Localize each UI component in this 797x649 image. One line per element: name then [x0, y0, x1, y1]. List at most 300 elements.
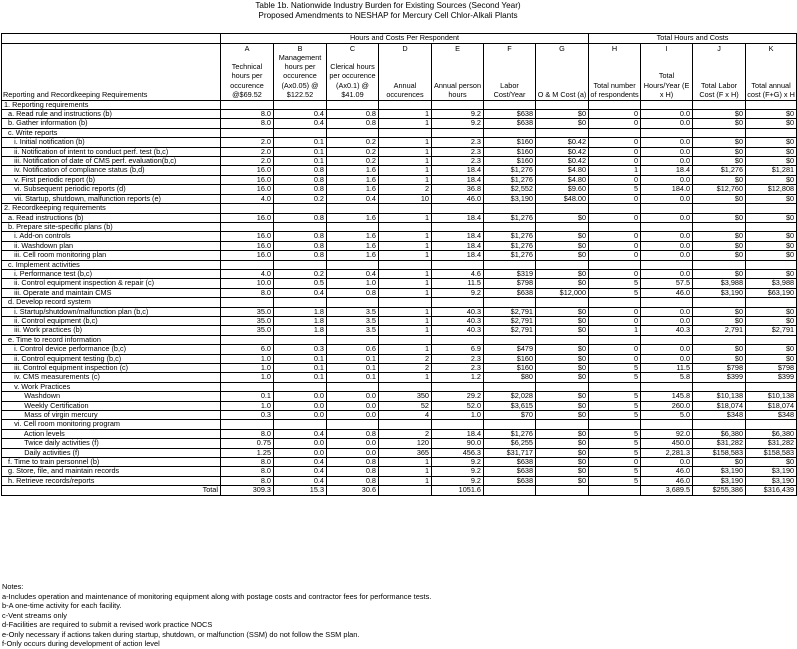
table-cell: 0	[589, 316, 641, 325]
table-cell	[589, 420, 641, 429]
table-cell: $0	[746, 175, 797, 184]
table-cell: 0	[589, 213, 641, 222]
table-cell: 18.4	[432, 213, 484, 222]
table-cell	[221, 420, 274, 429]
table-cell: 1	[379, 307, 432, 316]
table-cell: 0.8	[274, 232, 327, 241]
table-cell: 0.8	[327, 110, 379, 119]
table-cell: $1,276	[484, 241, 536, 250]
row-label: i. Initial notification (b)	[2, 138, 221, 147]
table-cell: 0.0	[641, 354, 693, 363]
table-cell: 2	[379, 354, 432, 363]
row-label: g. Store, file, and maintain records	[2, 467, 221, 476]
table-cell: $2,028	[484, 392, 536, 401]
table-cell	[484, 298, 536, 307]
table-cell	[746, 204, 797, 213]
row-label: ii. Washdown plan	[2, 241, 221, 250]
table-cell: 0.8	[327, 119, 379, 128]
table-cell: 1	[379, 147, 432, 156]
table-cell: $0	[536, 110, 589, 119]
table-cell: 1	[379, 316, 432, 325]
table-cell: 0.1	[274, 354, 327, 363]
table-cell	[327, 204, 379, 213]
table-cell: $0	[746, 354, 797, 363]
table-cell: 40.3	[432, 307, 484, 316]
table-title: Table 1b. Nationwide Industry Burden for Existing Sources (Second Year)	[255, 1, 521, 10]
table-row	[2, 448, 797, 457]
table-cell	[274, 204, 327, 213]
table-row	[2, 298, 797, 307]
table-cell: 8.0	[221, 288, 274, 297]
table-row	[2, 251, 797, 260]
table-cell: $10,138	[693, 392, 746, 401]
table-cell: 0	[589, 147, 641, 156]
table-cell: $0	[693, 307, 746, 316]
table-cell: $0	[746, 458, 797, 467]
table-cell: 3.5	[327, 307, 379, 316]
table-cell: 0.8	[327, 288, 379, 297]
table-cell	[693, 298, 746, 307]
table-cell	[432, 298, 484, 307]
table-cell: $0	[746, 110, 797, 119]
table-row	[2, 213, 797, 222]
table-cell: 0.8	[327, 429, 379, 438]
table-cell: $0	[693, 354, 746, 363]
table-cell: $0	[536, 411, 589, 420]
table-cell	[379, 128, 432, 137]
table-cell: 1	[379, 110, 432, 119]
table-cell: 0.0	[641, 307, 693, 316]
table-row	[2, 128, 797, 137]
table-cell: 0.0	[327, 401, 379, 410]
table-cell: 0	[589, 345, 641, 354]
table-cell: $4.80	[536, 175, 589, 184]
table-cell	[693, 420, 746, 429]
table-cell: 0.1	[274, 373, 327, 382]
group-header-per-respondent: Hours and Costs Per Respondent	[221, 34, 589, 44]
group-header-total: Total Hours and Costs	[589, 34, 797, 44]
table-cell: $0	[536, 213, 589, 222]
table-cell: 0	[589, 194, 641, 203]
table-cell	[432, 204, 484, 213]
table-cell: 0.0	[641, 213, 693, 222]
table-cell: $638	[484, 458, 536, 467]
table-cell: $3,190	[746, 476, 797, 485]
table-cell: 5	[589, 448, 641, 457]
table-cell: 1.6	[327, 185, 379, 194]
table-cell: 5.8	[641, 373, 693, 382]
table-cell: $0	[746, 251, 797, 260]
note-item: b-A one-time activity for each facility.	[2, 601, 122, 610]
notes	[2, 582, 431, 649]
row-label: iii. Control equipment inspection (c)	[2, 364, 221, 373]
note-item: f-Only occurs during development of action level	[2, 639, 160, 648]
table-cell: 5	[589, 392, 641, 401]
table-cell: 0.3	[274, 345, 327, 354]
table-cell: $0.42	[536, 157, 589, 166]
table-cell: $319	[484, 269, 536, 278]
table-cell	[274, 298, 327, 307]
table-cell	[589, 128, 641, 137]
row-label: h. Retrieve records/reports	[2, 476, 221, 485]
table-cell: $0	[746, 157, 797, 166]
table-cell: $18,074	[693, 401, 746, 410]
table-cell: 8.0	[221, 467, 274, 476]
table-cell: $12,000	[536, 288, 589, 297]
table-cell: $0	[536, 439, 589, 448]
table-cell: 1.0	[221, 354, 274, 363]
row-label: iv. CMS measurements (c)	[2, 373, 221, 382]
table-cell: 0.8	[274, 213, 327, 222]
table-cell: 1.0	[221, 373, 274, 382]
table-cell: 9.2	[432, 288, 484, 297]
table-cell: 1.6	[327, 251, 379, 260]
row-label: i. Startup/shutdown/malfunction plan (b,c)	[2, 307, 221, 316]
table-cell: 0.8	[274, 166, 327, 175]
table-row	[2, 185, 797, 194]
table-cell: $12,808	[746, 185, 797, 194]
table-cell: 18.4	[641, 166, 693, 175]
table-cell: 52.0	[432, 401, 484, 410]
table-cell: 29.2	[432, 392, 484, 401]
table-cell: 1	[379, 251, 432, 260]
table-cell: 184.0	[641, 185, 693, 194]
table-cell: $3,615	[484, 401, 536, 410]
table-cell	[693, 204, 746, 213]
table-cell	[484, 204, 536, 213]
table-cell: 0.1	[327, 354, 379, 363]
table-cell: 0.0	[641, 316, 693, 325]
table-cell	[484, 420, 536, 429]
table-cell: $31,282	[693, 439, 746, 448]
row-label: ii. Notification of intent to conduct perf. test (b,c)	[2, 147, 221, 156]
table-cell: $1,276	[484, 429, 536, 438]
table-cell: 6.0	[221, 345, 274, 354]
table-row	[2, 288, 797, 297]
notes-heading: Notes:	[2, 582, 24, 591]
table-cell: 0	[589, 110, 641, 119]
table-cell: 1	[589, 326, 641, 335]
table-cell: 0.0	[274, 439, 327, 448]
table-cell: 92.0	[641, 429, 693, 438]
table-cell	[746, 298, 797, 307]
table-cell: 0.1	[221, 392, 274, 401]
table-cell: $0	[536, 316, 589, 325]
table-cell: $3,190	[693, 467, 746, 476]
row-label: 2. Recordkeeping requirements	[2, 204, 221, 213]
table-cell: 0.1	[274, 364, 327, 373]
table-cell: $0	[746, 241, 797, 250]
table-cell: 18.4	[432, 429, 484, 438]
total-cell	[589, 486, 641, 495]
table-cell: $638	[484, 476, 536, 485]
table-cell: 0.4	[274, 467, 327, 476]
table-cell: $0	[536, 232, 589, 241]
table-cell: $10,138	[746, 392, 797, 401]
table-cell: 0.0	[327, 439, 379, 448]
row-label: ii. Control equipment testing (b,c)	[2, 354, 221, 363]
total-cell: 30.6	[327, 486, 379, 495]
table-cell: 18.4	[432, 175, 484, 184]
table-cell	[589, 204, 641, 213]
column-header: Total annual cost (F+G) x H	[746, 53, 797, 101]
table-cell: $798	[484, 279, 536, 288]
table-cell: $638	[484, 119, 536, 128]
column-letter: E	[432, 43, 484, 53]
table-cell: $0	[693, 251, 746, 260]
table-cell: 52	[379, 401, 432, 410]
table-cell: 0.3	[221, 411, 274, 420]
table-cell: 2.3	[432, 157, 484, 166]
table-cell: 2,281.3	[641, 448, 693, 457]
table-cell	[641, 204, 693, 213]
table-cell: 0.0	[641, 110, 693, 119]
table-cell: $0	[536, 119, 589, 128]
table-cell: 9.2	[432, 467, 484, 476]
column-letter-row	[2, 43, 797, 53]
table-cell: $0	[536, 354, 589, 363]
row-label: iv. Notification of compliance status (b,d)	[2, 166, 221, 175]
table-cell: $3,190	[693, 476, 746, 485]
table-row	[2, 194, 797, 203]
table-cell: 1	[379, 279, 432, 288]
table-cell: 260.0	[641, 401, 693, 410]
row-label: iii. Notification of date of CMS perf. evaluation(b,c)	[2, 157, 221, 166]
table-cell: 0.8	[274, 251, 327, 260]
table-cell: 1	[379, 458, 432, 467]
total-row	[2, 486, 797, 495]
table-cell: $18,074	[746, 401, 797, 410]
table-cell: $6,380	[693, 429, 746, 438]
table-cell: $0	[693, 458, 746, 467]
table-cell: 1	[379, 373, 432, 382]
table-cell: 0.0	[327, 392, 379, 401]
total-cell: 309.3	[221, 486, 274, 495]
table-cell: 365	[379, 448, 432, 457]
table-cell: 16.0	[221, 213, 274, 222]
table-cell: $348	[746, 411, 797, 420]
table-cell: 1.6	[327, 166, 379, 175]
table-cell: 0.4	[274, 110, 327, 119]
table-row	[2, 119, 797, 128]
table-cell: 5	[589, 185, 641, 194]
table-cell: $2,791	[484, 316, 536, 325]
table-cell: $0	[746, 213, 797, 222]
column-letter: H	[589, 43, 641, 53]
table-cell: 1	[379, 166, 432, 175]
table-cell: $0	[746, 307, 797, 316]
table-cell	[432, 420, 484, 429]
table-cell	[379, 260, 432, 269]
table-row	[2, 411, 797, 420]
table-cell: 10	[379, 194, 432, 203]
column-header: Reporting and Recordkeeping Requirements	[2, 53, 221, 101]
table-cell: 0.4	[274, 458, 327, 467]
table-cell: 16.0	[221, 185, 274, 194]
table-cell: $0.42	[536, 138, 589, 147]
table-cell: 1.0	[327, 279, 379, 288]
table-cell: 40.3	[432, 326, 484, 335]
table-cell: 35.0	[221, 307, 274, 316]
table-cell	[379, 298, 432, 307]
table-cell: 456.3	[432, 448, 484, 457]
table-cell: $0	[746, 316, 797, 325]
table-cell: 1	[589, 166, 641, 175]
table-cell: $638	[484, 467, 536, 476]
table-cell: 0	[589, 251, 641, 260]
table-row	[2, 373, 797, 382]
table-cell: 5	[589, 467, 641, 476]
group-header-blank	[2, 34, 221, 44]
table-cell: $348	[693, 411, 746, 420]
note-item: d-Facilities are required to submit a revised work practice NOCS	[2, 620, 213, 629]
row-label: f. Time to train personnel (b)	[2, 458, 221, 467]
table-cell: 1.8	[274, 326, 327, 335]
table-cell: 57.5	[641, 279, 693, 288]
table-cell	[536, 298, 589, 307]
table-cell: 46.0	[432, 194, 484, 203]
table-cell	[327, 298, 379, 307]
table-cell: 46.0	[641, 467, 693, 476]
table-cell: $1,276	[484, 251, 536, 260]
table-cell: 0.2	[274, 194, 327, 203]
table-cell: $3,190	[484, 194, 536, 203]
row-label: Twice daily activities (f)	[2, 439, 221, 448]
column-header: Management hours per occurence (Ax0.05) @ $122.52	[274, 53, 327, 101]
table-cell: $31,282	[746, 439, 797, 448]
table-cell: 0	[589, 354, 641, 363]
table-cell: $0	[536, 326, 589, 335]
table-cell	[379, 100, 432, 109]
row-label: ii. Control equipment inspection & repair (c)	[2, 279, 221, 288]
table-cell: 0	[589, 241, 641, 250]
table-cell: 11.5	[641, 364, 693, 373]
table-cell: 145.8	[641, 392, 693, 401]
table-cell: 0.4	[327, 269, 379, 278]
table-cell: 0.2	[327, 157, 379, 166]
column-header: Total number of respondents	[589, 53, 641, 101]
column-header: Total Hours/Year (E x H)	[641, 53, 693, 101]
table-cell: 0.4	[274, 119, 327, 128]
table-cell: $0	[536, 401, 589, 410]
table-row	[2, 392, 797, 401]
row-label: v. First periodic report (b)	[2, 175, 221, 184]
table-cell: $70	[484, 411, 536, 420]
table-cell: $0	[536, 345, 589, 354]
table-cell: 0.0	[641, 147, 693, 156]
column-header: Total Labor Cost (F x H)	[693, 53, 746, 101]
table-cell: $2,791	[484, 326, 536, 335]
table-cell: 0.5	[274, 279, 327, 288]
table-cell: 1.8	[274, 307, 327, 316]
total-cell: $255,386	[693, 486, 746, 495]
table-cell: 3.5	[327, 316, 379, 325]
table-cell: 8.0	[221, 119, 274, 128]
table-cell	[589, 298, 641, 307]
table-cell: 1	[379, 288, 432, 297]
table-row	[2, 467, 797, 476]
table-cell: 1	[379, 213, 432, 222]
table-cell: 2.0	[221, 138, 274, 147]
table-cell: 0.8	[327, 467, 379, 476]
table-cell: 1.0	[432, 411, 484, 420]
table-cell: $2,791	[746, 326, 797, 335]
table-cell: 0.0	[641, 241, 693, 250]
table-cell: 2	[379, 364, 432, 373]
table-row	[2, 222, 797, 231]
row-label: a. Read instructions (b)	[2, 213, 221, 222]
table-cell: $0	[746, 269, 797, 278]
table-cell	[641, 420, 693, 429]
table-cell: $6,255	[484, 439, 536, 448]
table-cell: 0.0	[274, 448, 327, 457]
total-label: Total	[2, 486, 221, 495]
table-cell: $0	[536, 279, 589, 288]
table-cell: 1.25	[221, 448, 274, 457]
table-cell: $0	[693, 110, 746, 119]
table-cell: 2	[379, 429, 432, 438]
table-cell: 1	[379, 345, 432, 354]
table-cell: $3,190	[693, 288, 746, 297]
total-cell: 1051.6	[432, 486, 484, 495]
table-cell: $0	[693, 157, 746, 166]
table-cell: 16.0	[221, 232, 274, 241]
table-cell: $0	[693, 345, 746, 354]
table-cell: $6,380	[746, 429, 797, 438]
table-cell: $0	[746, 194, 797, 203]
table-cell: $160	[484, 138, 536, 147]
table-cell: 16.0	[221, 175, 274, 184]
table-cell: 450.0	[641, 439, 693, 448]
table-row	[2, 100, 797, 109]
table-row	[2, 166, 797, 175]
table-cell: 18.4	[432, 241, 484, 250]
table-cell: $158,583	[746, 448, 797, 457]
row-label: Action levels	[2, 429, 221, 438]
table-cell: 46.0	[641, 476, 693, 485]
table-cell: $0	[746, 232, 797, 241]
table-cell: 4.0	[221, 269, 274, 278]
total-cell: $316,439	[746, 486, 797, 495]
table-cell	[536, 420, 589, 429]
table-cell: 5	[589, 373, 641, 382]
table-cell: 1.2	[432, 373, 484, 382]
table-cell: $0	[536, 251, 589, 260]
table-cell: 0.0	[641, 345, 693, 354]
table-cell: $0.42	[536, 147, 589, 156]
table-cell: $1,281	[746, 166, 797, 175]
table-row	[2, 345, 797, 354]
table-cell: 1	[379, 476, 432, 485]
table-cell	[589, 100, 641, 109]
table-cell: 2.0	[221, 147, 274, 156]
table-cell: 350	[379, 392, 432, 401]
table-cell: $4.80	[536, 166, 589, 175]
row-label: i. Control device performance (b,c)	[2, 345, 221, 354]
table-cell: 0.0	[274, 401, 327, 410]
table-cell: $798	[746, 364, 797, 373]
table-cell: $638	[484, 288, 536, 297]
table-cell: $0	[693, 194, 746, 203]
table-cell: 46.0	[641, 288, 693, 297]
table-cell: $158,583	[693, 448, 746, 457]
table-cell: $0	[746, 345, 797, 354]
column-header: Labor Cost/Year	[484, 53, 536, 101]
table-cell: 8.0	[221, 429, 274, 438]
table-cell: 0	[589, 157, 641, 166]
table-cell: $2,552	[484, 185, 536, 194]
table-cell: 5.0	[641, 411, 693, 420]
